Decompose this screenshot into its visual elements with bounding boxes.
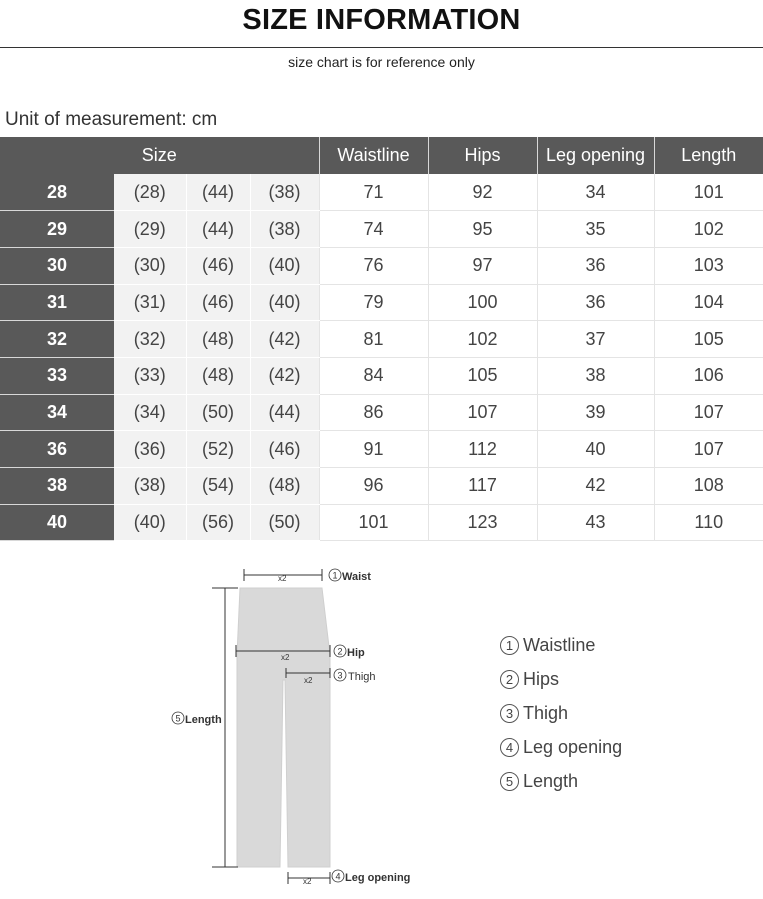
measurement-cell: 107: [654, 394, 763, 431]
length-number: 5: [175, 713, 181, 724]
size-alt-cell: (29): [114, 211, 186, 248]
legend-number: 4: [500, 738, 519, 757]
measurement-cell: 92: [428, 174, 537, 211]
measurement-cell: 91: [319, 431, 428, 468]
thigh-number: 3: [337, 670, 343, 681]
measurement-cell: 81: [319, 321, 428, 358]
pants-diagram-svg: [0, 545, 763, 899]
table-header-row: [0, 137, 763, 174]
size-alt-cell: (42): [250, 321, 319, 358]
size-cell: 36: [0, 431, 114, 468]
measurement-cell: 123: [428, 504, 537, 541]
size-alt-cell: (44): [250, 394, 319, 431]
measurement-cell: 105: [654, 321, 763, 358]
legend-item-waistline: [500, 628, 622, 662]
measurement-cell: 95: [428, 211, 537, 248]
table-row: [0, 211, 763, 248]
size-alt-cell: (46): [186, 284, 250, 321]
measurement-cell: 110: [654, 504, 763, 541]
measurement-diagram: [0, 545, 763, 899]
measurement-cell: 106: [654, 357, 763, 394]
size-alt-cell: (52): [186, 431, 250, 468]
thigh-label: Thigh: [348, 671, 376, 683]
measurement-cell: 96: [319, 468, 428, 505]
legend-number: 2: [500, 670, 519, 689]
measurement-cell: 108: [654, 468, 763, 505]
page-title: SIZE INFORMATION: [242, 4, 521, 36]
legend-number: 1: [500, 636, 519, 655]
legend-item-length: [500, 764, 622, 798]
measurement-cell: 101: [654, 174, 763, 211]
size-alt-cell: (48): [186, 357, 250, 394]
hip-multiplier: x2: [281, 653, 290, 662]
legend-label: Waistline: [523, 634, 596, 655]
measurement-cell: 36: [537, 284, 654, 321]
measurement-cell: 35: [537, 211, 654, 248]
thigh-multiplier: x2: [304, 676, 313, 685]
size-alt-cell: (40): [250, 284, 319, 321]
size-cell: 33: [0, 357, 114, 394]
legend-label: Hips: [523, 668, 560, 689]
column-header-waistline: Waistline: [319, 137, 428, 174]
measurement-cell: 100: [428, 284, 537, 321]
measurement-cell: 102: [654, 211, 763, 248]
legend-label: Leg opening: [523, 736, 623, 757]
measurement-legend: [500, 628, 622, 798]
table-row: [0, 247, 763, 284]
size-alt-cell: (48): [186, 321, 250, 358]
table-row: [0, 174, 763, 211]
legend-number: 3: [500, 704, 519, 723]
measurement-cell: 103: [654, 247, 763, 284]
measurement-cell: 39: [537, 394, 654, 431]
size-alt-cell: (40): [250, 247, 319, 284]
measurement-cell: 40: [537, 431, 654, 468]
size-alt-cell: (33): [114, 357, 186, 394]
measurement-cell: 71: [319, 174, 428, 211]
table-row: [0, 321, 763, 358]
measurement-cell: 38: [537, 357, 654, 394]
measurement-cell: 79: [319, 284, 428, 321]
measurement-cell: 112: [428, 431, 537, 468]
size-alt-cell: (54): [186, 468, 250, 505]
table-row: [0, 504, 763, 541]
size-alt-cell: (46): [186, 247, 250, 284]
size-alt-cell: (50): [186, 394, 250, 431]
column-header-length: Length: [654, 137, 763, 174]
size-cell: 30: [0, 247, 114, 284]
size-alt-cell: (30): [114, 247, 186, 284]
table-row: [0, 284, 763, 321]
length-label: Length: [185, 714, 222, 726]
size-alt-cell: (42): [250, 357, 319, 394]
table-row: [0, 468, 763, 505]
measurement-cell: 107: [654, 431, 763, 468]
measurement-cell: 117: [428, 468, 537, 505]
waist-label: Waist: [342, 571, 371, 583]
measurement-cell: 76: [319, 247, 428, 284]
size-alt-cell: (44): [186, 174, 250, 211]
size-alt-cell: (31): [114, 284, 186, 321]
length-measure-line: [212, 588, 238, 867]
measurement-cell: 105: [428, 357, 537, 394]
size-alt-cell: (38): [250, 211, 319, 248]
title-divider: [0, 47, 763, 48]
size-cell: 40: [0, 504, 114, 541]
table-row: [0, 431, 763, 468]
size-alt-cell: (36): [114, 431, 186, 468]
measurement-cell: 74: [319, 211, 428, 248]
leg-opening-number: 4: [335, 871, 341, 882]
legend-number: 5: [500, 772, 519, 791]
legend-label: Thigh: [523, 702, 569, 723]
measurement-cell: 104: [654, 284, 763, 321]
measurement-cell: 84: [319, 357, 428, 394]
measurement-cell: 86: [319, 394, 428, 431]
size-alt-cell: (28): [114, 174, 186, 211]
table-row: [0, 394, 763, 431]
pants-silhouette: [237, 588, 330, 867]
measurement-cell: 107: [428, 394, 537, 431]
measurement-cell: 43: [537, 504, 654, 541]
measurement-cell: 36: [537, 247, 654, 284]
legend-item-hips: [500, 662, 622, 696]
column-header-hips: Hips: [428, 137, 537, 174]
page-subtitle: size chart is for reference only: [288, 54, 475, 70]
size-cell: 31: [0, 284, 114, 321]
unit-label: Unit of measurement: cm: [5, 109, 218, 130]
leg-opening-multiplier: x2: [303, 877, 312, 886]
measurement-cell: 34: [537, 174, 654, 211]
hip-label: Hip: [347, 647, 365, 659]
size-alt-cell: (56): [186, 504, 250, 541]
size-alt-cell: (38): [250, 174, 319, 211]
size-alt-cell: (48): [250, 468, 319, 505]
waist-number: 1: [332, 570, 338, 581]
size-alt-cell: (44): [186, 211, 250, 248]
measurement-cell: 101: [319, 504, 428, 541]
size-alt-cell: (38): [114, 468, 186, 505]
legend-item-leg-opening: [500, 730, 622, 764]
legend-label: Length: [523, 770, 579, 791]
column-header-size: Size: [0, 137, 319, 174]
size-cell: 32: [0, 321, 114, 358]
size-cell: 29: [0, 211, 114, 248]
column-header-leg-opening: Leg opening: [537, 137, 654, 174]
size-alt-cell: (34): [114, 394, 186, 431]
measurement-cell: 37: [537, 321, 654, 358]
size-alt-cell: (32): [114, 321, 186, 358]
size-cell: 38: [0, 468, 114, 505]
legend-item-thigh: [500, 696, 622, 730]
size-cell: 34: [0, 394, 114, 431]
measurement-cell: 42: [537, 468, 654, 505]
measurement-cell: 102: [428, 321, 537, 358]
size-cell: 28: [0, 174, 114, 211]
hip-number: 2: [337, 646, 343, 657]
measurement-cell: 97: [428, 247, 537, 284]
size-table: [0, 137, 763, 541]
leg-opening-label: Leg opening: [345, 872, 411, 884]
waist-multiplier: x2: [278, 574, 287, 583]
table-row: [0, 357, 763, 394]
size-alt-cell: (46): [250, 431, 319, 468]
size-alt-cell: (50): [250, 504, 319, 541]
size-alt-cell: (40): [114, 504, 186, 541]
